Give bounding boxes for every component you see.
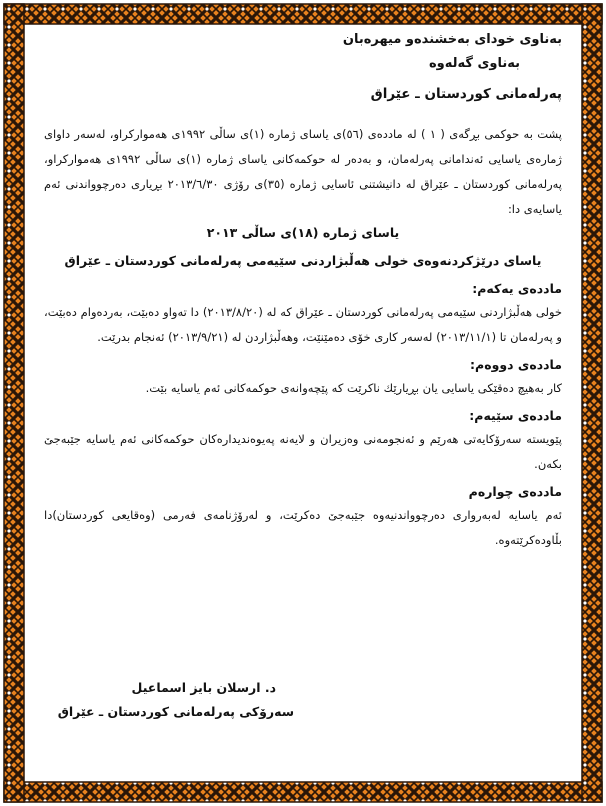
article-3-heading: ماددەی سێیەم: (469, 408, 562, 423)
signatory-title: سەرۆکی پەرلەمانی کوردستان ـ عێراق (57, 704, 294, 719)
header-basmala: بەناوی خودای بەخشندەو میهرەبان (342, 32, 562, 47)
article-2-heading: ماددەی دووەم: (470, 357, 562, 372)
header-people: بەناوی گەلەوە (428, 56, 520, 71)
document-body (44, 28, 562, 776)
article-3-text: پێویستە سەرۆکایەتی هەرێم و ئەنجومەنی وەزیران و لایەنە پەیوەندیدارەکان حوکمەکانی ئەم یاسایە جێبەجێ بکەن. (44, 432, 562, 471)
law-number: یاسای ژمارە (١٨)ی ساڵی ٢٠١٣ (206, 225, 400, 240)
signature-block (0, 676, 294, 724)
article-2-text: کار بەهیچ دەقێکی یاسایی یان بڕیارێك ناکرێت کە پێچەوانەی حوکمەکانی ئەم یاسایە بێت. (145, 381, 562, 395)
law-title: یاسای درێژکردنەوەی خولی هەڵبژاردنی سێیەمی پەرلەمانی کوردستان ـ عێراق (64, 253, 542, 268)
article-1-text: خولی هەڵبژاردنی سێیەمی پەرلەمانی کوردستان ـ عێراق کە لە (٢٠١٣/٨/٢٠) دا تەواو دەبێت، بەردەوام دەبێت، و پەرلەمان تا (٢٠١٣/١١/١) لەسەر کاری خۆی دەمێنێت، وهەڵبژاردن لە (٢٠١٣/٩/٢١) ئەنجام بدرێت. (44, 305, 563, 344)
signatory-name: د. ارسلان بایز اسماعیل (131, 680, 276, 695)
preamble-paragraph: پشت بە حوکمی بڕگەی ( ١ ) لە ماددەی (٥٦)ی یاسای ژمارە (١)ی ساڵی ١٩٩٢ی هەموارکراو، لەسەر داوای ژمارەی یاسایی ئەندامانی پەرلەمان، و بەدەر لە حوکمەکانی یاسای ژمارە (١)ی ساڵی ١٩٩٢ی هەموارکراو، پەرلەمانی کوردستان ـ عێراق لە دانیشتنی ئاسایی ژمارە (٣٥)ی رۆژی ٢٠١٣/٦/٣٠ بڕیاری دەرچوواندنی ئەم یاسایەی دا: (44, 127, 563, 216)
article-4-text: ئەم یاسایە لەبەرواری دەرچوواندنیەوە جێبەجێ دەکرێت، و لەرۆژنامەی فەرمی (وەقایعی کوردستان)دا بڵاودەکرێتەوە. (44, 508, 562, 547)
header-parliament: پەرلەمانی کوردستان ـ عێراق (370, 86, 562, 102)
article-4-heading: ماددەی چوارەم (468, 484, 562, 499)
article-1-heading: ماددەی یەکەم: (472, 281, 562, 296)
